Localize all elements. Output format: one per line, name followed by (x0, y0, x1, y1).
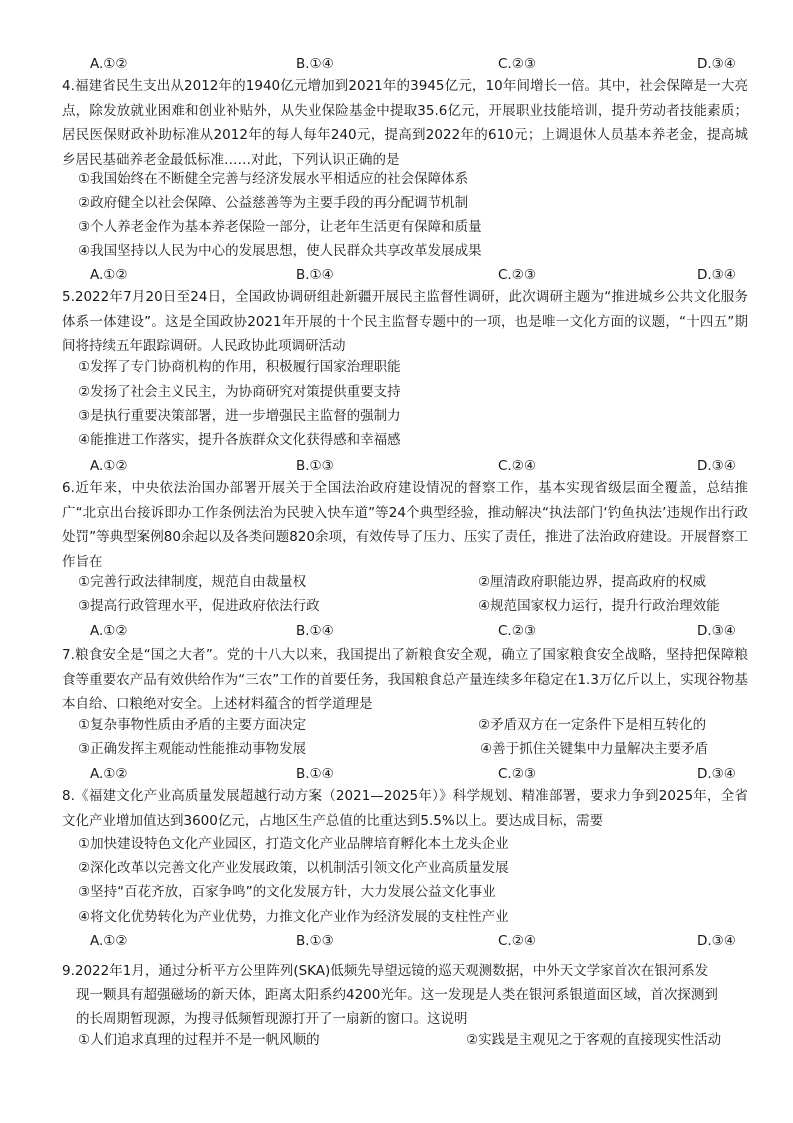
option-4: ④能推进工作落实，提升各族群众文化获得感和幸福感 (78, 432, 401, 448)
question-stem: 5.2022年7月20日至24日，全国政协调研组赴新疆开展民主监督性调研，此次调研主题为“推进城乡公共文化服务体系一体建设”。这是全国政协2021年开展的十个民主监督专题中的一项，也是唯一文化方面的议题，“十四五”期间将持续五年跟踪调研。人民政协此项调研活动 (62, 289, 748, 354)
question-9 (62, 959, 748, 984)
answer-d[interactable]: D.③④ (697, 933, 736, 949)
question-stem: 7.粮食安全是“国之大者”。党的十八大以来，我国提出了新粮食安全观，确立了国家粮食安全战略，坚持把保障粮食等重要农产品有效供给作为“三农”工作的首要任务，我国粮食总产量连续多年稳定在1.3万亿斤以上，实现谷物基本自给、口粮绝对安全。上述材料蕴含的哲学道理是 (62, 647, 748, 712)
answer-row (0, 929, 793, 953)
answer-b[interactable]: B.①③ (296, 933, 334, 949)
question-5 (62, 285, 748, 359)
question-6 (62, 476, 748, 574)
question-9-cont (76, 983, 762, 1008)
answer-c[interactable]: C.②③ (498, 766, 536, 782)
option-3: ③坚持“百花齐放，百家争鸣”的文化发展方针，大力发展公益文化事业 (78, 884, 496, 900)
answer-a[interactable]: A.①② (90, 933, 128, 949)
option-1: ①加快建设特色文化产业园区，打造文化产业品牌培育孵化本土龙头企业 (78, 836, 509, 852)
answer-b[interactable]: B.①④ (296, 766, 334, 782)
answer-row (0, 454, 793, 478)
answer-c[interactable]: C.②③ (498, 267, 536, 283)
answer-c[interactable]: C.②④ (498, 933, 536, 949)
option-4: ④我国坚持以人民为中心的发展思想，使人民群众共享改革发展成果 (78, 243, 482, 259)
answer-d[interactable]: D.③④ (697, 56, 736, 72)
answer-b[interactable]: B.①④ (296, 56, 334, 72)
option-1: ①发挥了专门协商机构的作用，积极履行国家治理职能 (78, 359, 401, 375)
option-1: ①我国始终在不断健全完善与经济发展水平相适应的社会保障体系 (78, 171, 469, 187)
option-1: ①完善行政法律制度，规范自由裁量权 (78, 574, 307, 590)
option-3: ③是执行重要决策部署，进一步增强民主监督的强制力 (78, 408, 401, 424)
answer-row (0, 619, 793, 643)
option-4: ④善于抓住关键集中力量解决主要矛盾 (480, 741, 709, 757)
question-stem: 4.福建省民生支出从2012年的1940亿元增加到2021年的3945亿元，10年间增长一倍。其中，社会保障是一大亮点，除发放就业困难和创业补贴外，从失业保险基金中提取35.6亿元，开展职业技能培训，提升劳动者技能素质；居民医保财政补助标准从2012年的每人每年240元，提高到2022年的610元；上调退休人员基本养老金，提高城乡居民基础养老金最低标准……对此，下列认识正确的是 (62, 78, 748, 168)
question-stem: 8.《福建文化产业高质量发展超越行动方案（2021—2025年）》科学规划、精准部署，要求力争到2025年，全省文化产业增加值达到3600亿元，占地区生产总值的比重达到5.5%以上。要达成目标，需要 (62, 788, 748, 829)
answer-d[interactable]: D.③④ (697, 458, 736, 474)
question-7 (62, 643, 748, 717)
option-2: ②厘清政府职能边界，提高政府的权威 (478, 574, 707, 590)
option-2: ②矛盾双方在一定条件下是相互转化的 (478, 717, 707, 733)
question-stem: 6.近年来，中央依法治国办部署开展关于全国法治政府建设情况的督察工作，基本实现省级层面全覆盖，总结推广“北京出台接诉即办工作条例法治为民驶入快车道”等24个典型经验，推动解决“执法部门‘钓鱼执法’违规作出行政处罚”等典型案例80余起以及各类问题820余项，有效传导了压力、压实了责任，推进了法治政府建设。开展督察工作旨在 (62, 480, 748, 570)
answer-d[interactable]: D.③④ (697, 267, 736, 283)
option-2: ②政府健全以社会保障、公益慈善等为主要手段的再分配调节机制 (78, 195, 469, 211)
question-4 (62, 74, 748, 172)
option-1: ①人们追求真理的过程并不是一帆风顺的 (78, 1032, 320, 1048)
question-stem-line-3: 的长周期暂现源，为搜寻低频暂现源打开了一扇新的窗口。这说明 (76, 1011, 468, 1027)
option-3: ③正确发挥主观能动性能推动事物发展 (78, 741, 307, 757)
answer-row (0, 52, 793, 76)
answer-d[interactable]: D.③④ (697, 623, 736, 639)
answer-a[interactable]: A.①② (90, 766, 128, 782)
answer-row (0, 263, 793, 287)
option-2: ②发扬了社会主义民主，为协商研究对策提供重要支持 (78, 384, 401, 400)
answer-b[interactable]: B.①③ (296, 458, 334, 474)
answer-a[interactable]: A.①② (90, 267, 128, 283)
answer-d[interactable]: D.③④ (697, 766, 736, 782)
answer-row (0, 762, 793, 786)
answer-a[interactable]: A.①② (90, 623, 128, 639)
option-4: ④将文化优势转化为产业优势，力推文化产业作为经济发展的支柱性产业 (78, 909, 509, 925)
answer-b[interactable]: B.①④ (296, 267, 334, 283)
option-3: ③个人养老金作为基本养老保险一部分，让老年生活更有保障和质量 (78, 219, 482, 235)
option-3: ③提高行政管理水平，促进政府依法行政 (78, 598, 320, 614)
option-2: ②深化改革以完善文化产业发展政策，以机制活引领文化产业高质量发展 (78, 860, 509, 876)
option-1: ①复杂事物性质由矛盾的主要方面决定 (78, 717, 307, 733)
answer-c[interactable]: C.②③ (498, 56, 536, 72)
answer-a[interactable]: A.①② (90, 56, 128, 72)
question-stem-line-1: 9.2022年1月，通过分析平方公里阵列(SKA)低频先导望远镜的巡天观测数据，中外天文学家首次在银河系发 (62, 963, 709, 979)
question-stem-line-2: 现一颗具有超强磁场的新天体，距离太阳系约4200光年。这一发现是人类在银河系银道面区域，首次探测到 (76, 987, 718, 1003)
answer-c[interactable]: C.②③ (498, 623, 536, 639)
answer-b[interactable]: B.①④ (296, 623, 334, 639)
option-4: ④规范国家权力运行，提升行政治理效能 (478, 598, 720, 614)
option-2: ②实践是主观见之于客观的直接现实性活动 (466, 1032, 722, 1048)
answer-a[interactable]: A.①② (90, 458, 128, 474)
answer-c[interactable]: C.②④ (498, 458, 536, 474)
question-8 (62, 784, 748, 833)
